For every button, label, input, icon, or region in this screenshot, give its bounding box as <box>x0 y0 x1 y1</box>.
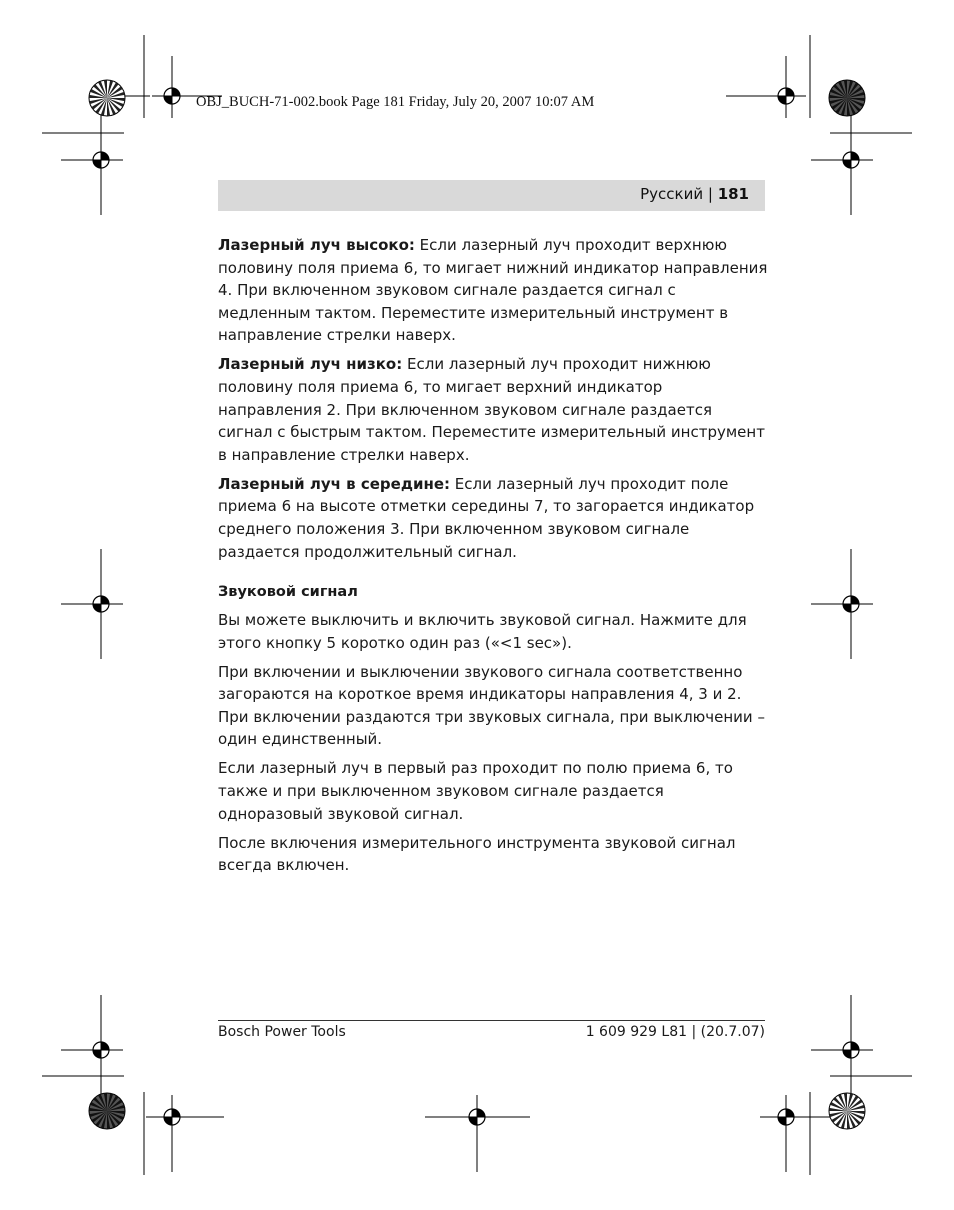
paragraph-laser-high <box>218 234 768 347</box>
page-header <box>640 185 749 203</box>
lead-laser-high: Лазерный луч высоко: <box>218 236 415 254</box>
header-separator: | <box>703 185 718 203</box>
section-heading-sound: Звуковой сигнал <box>218 584 358 601</box>
paragraph-sound-1: Вы можете выключить и включить звуковой сигнал. Нажмите для этого кнопку 5 коротко один раз («<1 sec»). <box>218 611 747 652</box>
footer-publisher: Bosch Power Tools <box>218 1024 346 1040</box>
paragraph-laser-low <box>218 353 768 466</box>
page-content <box>218 234 768 883</box>
paragraph-sound-4: После включения измерительного инструмента звуковой сигнал всегда включен. <box>218 833 736 875</box>
page-number: 181 <box>717 185 749 203</box>
footer-rule <box>218 1020 765 1021</box>
text-laser-low: Если лазерный луч проходит нижнюю половину поля приема 6, то мигает верхний индикатор направления 2. При включенном звуковом сигнале раздается сигнал с быстрым тактом. Переместите измерительный инструмент в направление стрелки наверх. <box>218 355 765 464</box>
lead-laser-low: Лазерный луч низко: <box>218 355 403 374</box>
page-header-bar <box>218 180 765 211</box>
paragraph-sound-3: Если лазерный луч в первый раз проходит по полю приема 6, то также и при выключенном звуковом сигнале раздается одноразовый звуковой сигнал. <box>218 759 733 823</box>
header-language: Русский <box>640 185 704 203</box>
footer-doc-number: 1 609 929 L81 | (20.7.07) <box>585 1024 765 1040</box>
text-laser-high: Если лазерный луч проходит верхнюю половину поля приема 6, то мигает нижний индикатор направления 4. При включенном звуковом сигнале раздается сигнал с медленным тактом. Переместите измерительный инструмент в направление стрелки наверх. <box>218 236 768 345</box>
paragraph-sound-2: При включении и выключении звукового сигнала соответственно загораются на короткое время индикаторы направления 4, 3 и 2. При включении раздаются три звуковых сигнала, при выключении – один единственный. <box>218 662 765 749</box>
print-info-line: OBJ_BUCH-71-002.book Page 181 Friday, July 20, 2007 10:07 AM <box>196 94 595 110</box>
paragraph-laser-center <box>218 473 768 563</box>
text-laser-center: Если лазерный луч проходит поле приема 6 на высоте отметки середины 7, то загорается индикатор среднего положения 3. При включенном звуковом сигнале раздается продолжительный сигнал. <box>218 474 755 561</box>
lead-laser-center: Лазерный луч в середине: <box>218 474 451 493</box>
